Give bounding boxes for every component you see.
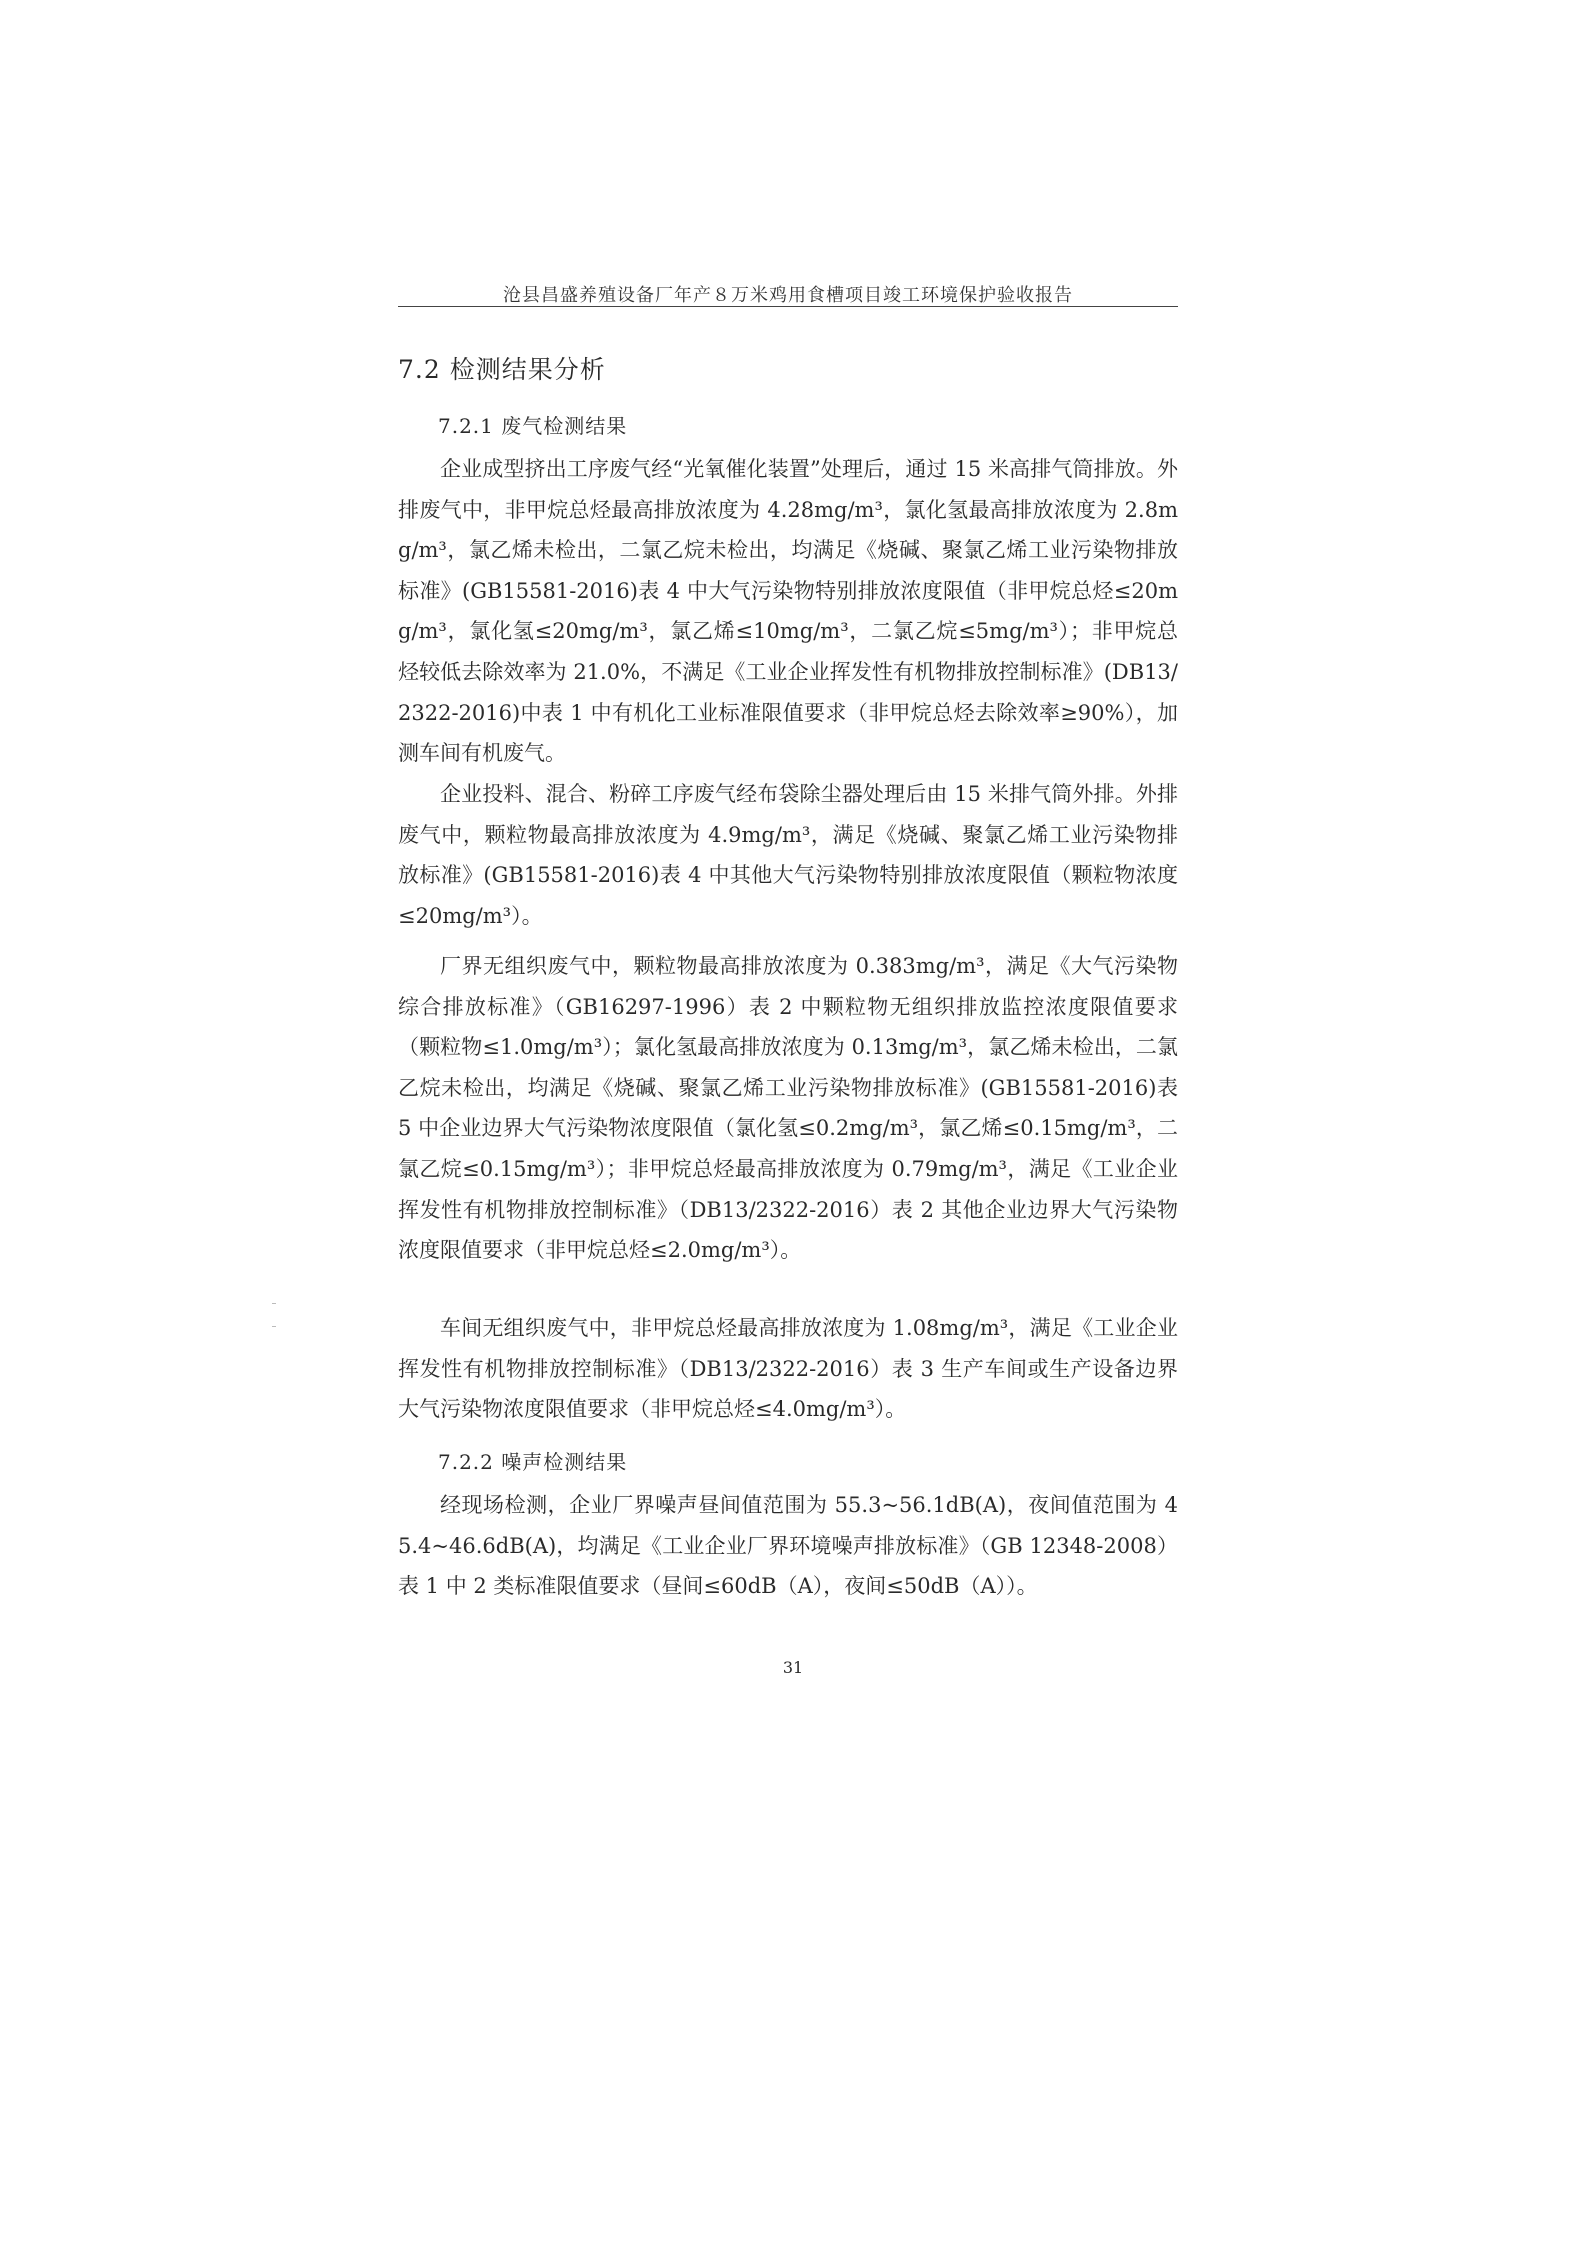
subsection-title-waste-gas: 7.2.1 废气检测结果 xyxy=(438,414,628,438)
section-title: 7.2 检测结果分析 xyxy=(398,355,606,384)
scan-speck xyxy=(272,1303,276,1304)
paragraph-noise: 经现场检测，企业厂界噪声昼间值范围为 55.3~56.1dB(A)，夜间值范围为 45.4~46.6dB(A)，均满足《工业企业厂界环境噪声排放标准》（GB 12348-2008）表 1 中 2 类标准限值要求（昼间≤60dB（A），夜间≤50dB（A））。 xyxy=(398,1493,1178,1599)
running-header: 沧县昌盛养殖设备厂年产８万米鸡用食槽项目竣工环境保护验收报告 xyxy=(503,285,1073,306)
paragraph-workshop-gas: 车间无组织废气中，非甲烷总烃最高排放浓度为 1.08mg/m³，满足《工业企业挥发性有机物排放控制标准》（DB13/2322-2016）表 3 生产车间或生产设备边界大气污染物浓度限值要求（非甲烷总烃≤4.0mg/m³）。 xyxy=(398,1316,1178,1422)
paragraph-boundary-gas: 厂界无组织废气中，颗粒物最高排放浓度为 0.383mg/m³，满足《大气污染物综合排放标准》（GB16297-1996）表 2 中颗粒物无组织排放监控浓度限值要求（颗粒物≤1.0mg/m³）；氯化氢最高排放浓度为 0.13mg/m³，氯乙烯未检出，二氯乙烷未检出，均满足《烧碱、聚氯乙烯工业污染物排放标准》(GB15581-2016)表 5 中企业边界大气污染物浓度限值（氯化氢≤0.2mg/m³，氯乙烯≤0.15mg/m³，二氯乙烷≤0.15mg/m³）；非甲烷总烃最高排放浓度为 0.79mg/m³，满足《工业企业挥发性有机物排放控制标准》（DB13/2322-2016）表 2 其他企业边界大气污染物浓度限值要求（非甲烷总烃≤2.0mg/m³）。 xyxy=(398,954,1178,1263)
subsection-title-noise: 7.2.2 噪声检测结果 xyxy=(438,1450,628,1474)
paragraph-extrusion-gas: 企业成型挤出工序废气经“光氧催化装置”处理后，通过 15 米高排气筒排放。外排废气中，非甲烷总烃最高排放浓度为 4.28mg/m³，氯化氢最高排放浓度为 2.8mg/m³，氯乙烯未检出，二氯乙烷未检出，均满足《烧碱、聚氯乙烯工业污染物排放标准》(GB15581-2016)表 4 中大气污染物特别排放浓度限值（非甲烷总烃≤20mg/m³，氯化氢≤20mg/m³，氯乙烯≤10mg/m³，二氯乙烷≤5mg/m³）；非甲烷总烃较低去除效率为 21.0%，不满足《工业企业挥发性有机物排放控制标准》(DB13/2322-2016)中表 1 中有机化工业标准限值要求（非甲烷总烃去除效率≥90%），加测车间有机废气。 xyxy=(398,457,1178,766)
paragraph-dust-gas: 企业投料、混合、粉碎工序废气经布袋除尘器处理后由 15 米排气筒外排。外排废气中，颗粒物最高排放浓度为 4.9mg/m³，满足《烧碱、聚氯乙烯工业污染物排放标准》(GB15581-2016)表 4 中其他大气污染物特别排放浓度限值（颗粒物浓度≤20mg/m³）。 xyxy=(398,782,1178,928)
scan-speck xyxy=(272,1326,276,1327)
page-number: 31 xyxy=(782,1658,804,1677)
header-rule xyxy=(398,306,1178,307)
